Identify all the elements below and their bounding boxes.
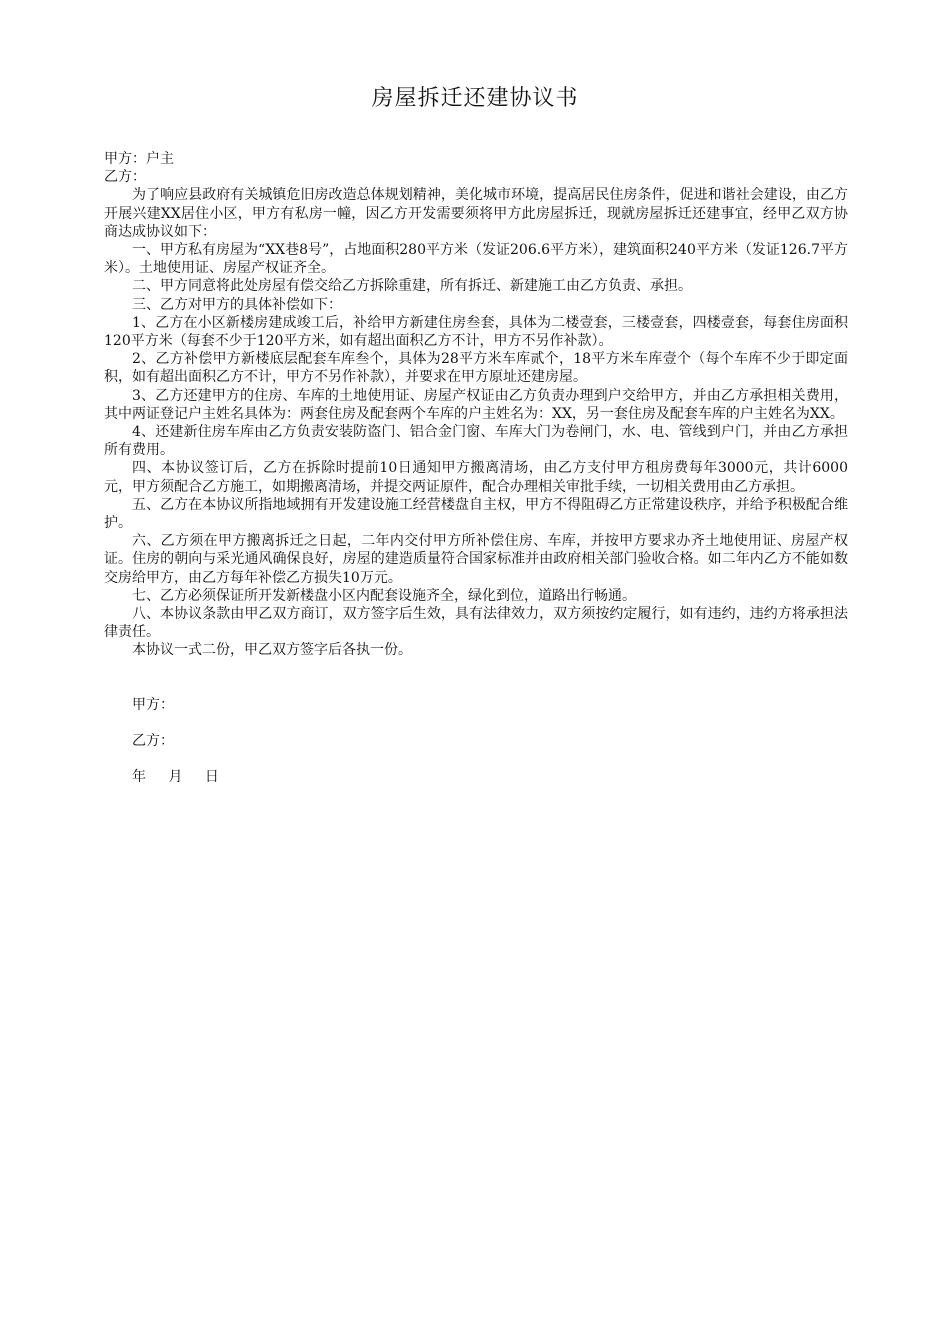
paragraph-clause-2: 二、甲方同意将此处房屋有偿交给乙方拆除重建，所有拆迁、新建施工由乙方负责、承担。	[132, 278, 692, 295]
party-a-line: 甲方：户主	[104, 151, 174, 167]
paragraph-clause-8: 八、本协议条款由甲乙双方商订，双方签字后生效，具有法律效力，双方须按约定履行，如有违约，违约方将承担法律责任。	[104, 606, 848, 641]
document-body	[104, 150, 848, 660]
date-day: 日	[204, 769, 219, 785]
signature-date	[132, 768, 532, 786]
paragraph-compensation-2: 2、乙方补偿甲方新楼底层配套车库叁个，具体为28平方米车库贰个，18平方米车库壹个（每个车库不少于即定面积，如有超出面积乙方不计，甲方不另作补款），并要求在甲方原址还建房屋。	[104, 351, 848, 386]
date-year: 年	[132, 769, 146, 785]
paragraph-clause-7: 七、乙方必须保证所开发新楼盘小区内配套设施齐全，绿化到位，道路出行畅通。	[132, 587, 636, 604]
date-month: 月	[168, 769, 183, 785]
paragraph-compensation-4: 4、还建新住房车库由乙方负责安装防盗门、铝合金门窗、车库大门为卷闸门，水、电、管线到户门，并由乙方承担所有费用。	[104, 424, 848, 459]
paragraph-copies: 本协议一式二份，甲乙双方签字后各执一份。	[132, 642, 412, 659]
paragraph-compensation-3: 3、乙方还建甲方的住房、车库的土地使用证、房屋产权证由乙方负责办理到户交给甲方，并由乙方承担相关费用，其中两证登记户主姓名具体为：两套住房及配套两个车库的户主姓名为：XX，另一套住房及配套车库的户主姓名为XX。	[104, 387, 848, 422]
paragraph-clause-3-heading: 三、乙方对甲方的具体补偿如下：	[132, 296, 342, 313]
paragraph-clause-4: 四、本协议签订后，乙方在拆除时提前10日通知甲方搬离清场，由乙方支付甲方租房费每年3000元，共计6000元，甲方须配合乙方施工，如期搬离清场，并提交两证原件，配合办理相关审批手续，一切相关费用由乙方承担。	[104, 460, 848, 495]
paragraph-clause-6: 六、乙方须在甲方搬离拆迁之日起，二年内交付甲方所补偿住房、车库，并按甲方要求办齐土地使用证、房屋产权证。住房的朝向与采光通风确保良好，房屋的建造质量符合国家标准并由政府相关部门验收合格。如二年内乙方不能如数交房给甲方，由乙方每年补偿乙方损失10万元。	[104, 533, 848, 586]
party-b-line: 乙方：	[104, 169, 146, 186]
paragraph-clause-5: 五、乙方在本协议所指地域拥有开发建设施工经营楼盘自主权，甲方不得阻碍乙方正常建设秩序，并给予积极配合维护。	[104, 496, 848, 532]
signature-party-a: 甲方：	[132, 697, 174, 713]
document-title: 房屋拆迁还建协议书	[371, 86, 579, 111]
paragraph-intro: 为了响应县政府有关城镇危旧房改造总体规划精神，美化城市环境，提高居民住房条件，促进和谐社会建设，由乙方开展兴建XX居住小区，甲方有私房一幢，因乙方开发需要须将甲方此房屋拆迁，现就房屋拆迁还建事宜，经甲乙双方协商达成协议如下：	[104, 187, 848, 240]
paragraph-clause-1: 一、甲方私有房屋为“XX巷8号”，占地面积280平方米（发证206.6平方米），建筑面积240平方米（发证126.7平方米）。土地使用证、房屋产权证齐全。	[104, 242, 848, 277]
paragraph-compensation-1: 1、乙方在小区新楼房建成竣工后，补给甲方新建住房叁套，具体为二楼壹套，三楼壹套，四楼壹套，每套住房面积120平方米（每套不少于120平方米，如有超出面积乙方不计，甲方不另作补款）。	[104, 314, 848, 350]
signature-party-b: 乙方：	[132, 733, 174, 749]
signature-block	[132, 696, 532, 804]
